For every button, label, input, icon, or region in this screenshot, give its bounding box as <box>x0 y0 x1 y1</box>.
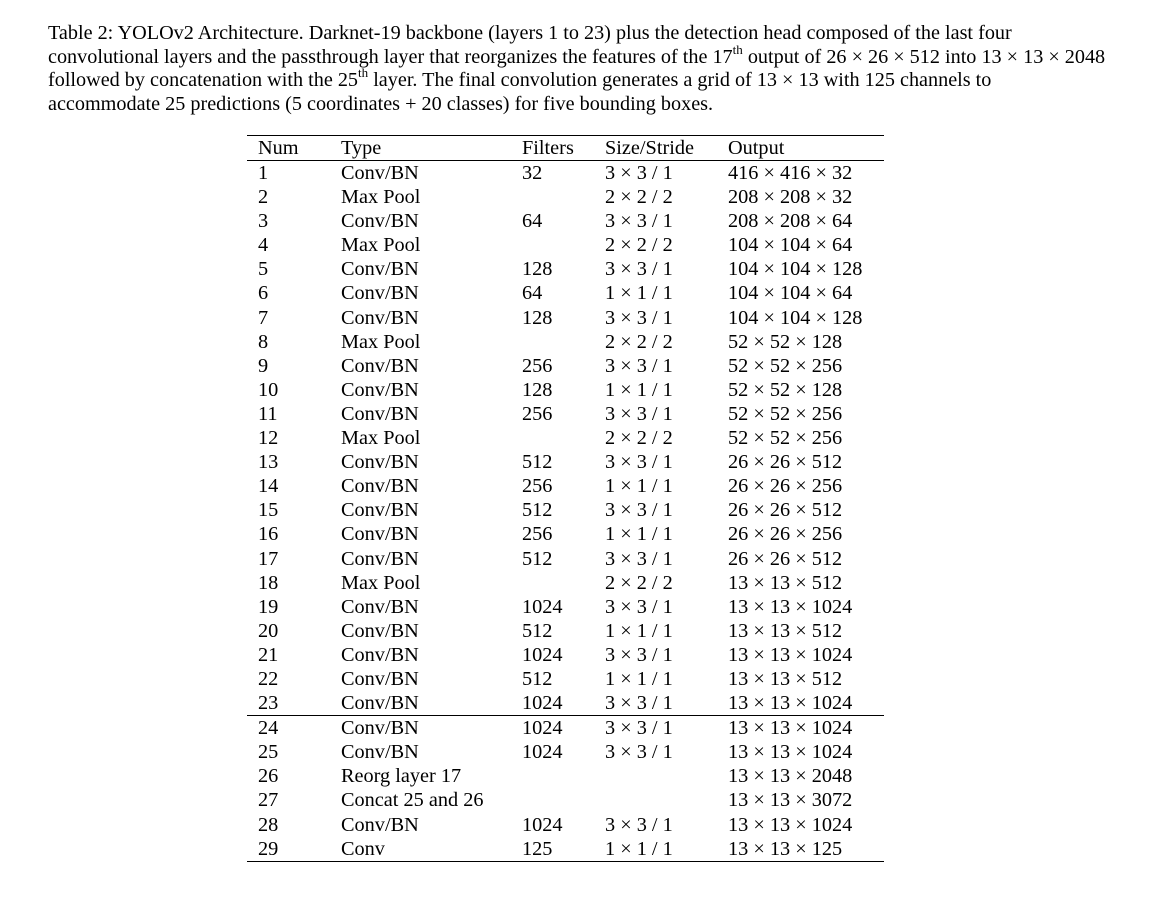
cell-type: Max Pool <box>341 234 421 257</box>
table-row <box>247 716 884 741</box>
cell-filters: 1024 <box>522 692 563 715</box>
cell-type: Reorg layer 17 <box>341 765 462 788</box>
cell-num: 22 <box>258 667 279 690</box>
cell-type: Max Pool <box>341 330 421 353</box>
cell-output: 52 × 52 × 128 <box>728 330 843 353</box>
table-row <box>247 209 884 233</box>
cell-num: 11 <box>258 402 278 425</box>
cell-size-stride <box>594 788 717 812</box>
table-row <box>247 426 884 450</box>
cell-num: 24 <box>247 716 330 741</box>
cell-filters: 128 <box>522 306 553 329</box>
table-caption <box>48 22 1108 116</box>
cell-size-stride: 2 × 2 / 2 <box>605 186 673 209</box>
cell-filters: 512 <box>522 451 553 474</box>
cell-output: 13 × 13 × 1024 <box>728 692 853 715</box>
cell-output: 13 × 13 × 1024 <box>728 595 853 618</box>
table-row <box>247 354 884 378</box>
table-row <box>247 667 884 691</box>
cell-type: Conv/BN <box>330 716 511 741</box>
cell-num: 2 <box>258 186 269 209</box>
cell-size-stride: 1 × 1 / 1 <box>605 667 673 690</box>
table-row <box>247 474 884 498</box>
cell-size-stride: 1 × 1 / 1 <box>605 282 673 305</box>
cell-type: Conv/BN <box>341 692 419 715</box>
table-row <box>247 813 884 837</box>
table-row <box>247 691 884 716</box>
caption-text-2: output of 26 × 26 × 512 into 13 × 13 × 2048 followed by concatenation with the 25 <box>48 45 1106 91</box>
cell-output: 13 × 13 × 125 <box>717 837 884 862</box>
cell-output: 52 × 52 × 256 <box>728 427 843 450</box>
table-row <box>247 257 884 281</box>
cell-type: Conv/BN <box>341 475 419 498</box>
cell-output: 13 × 13 × 512 <box>728 571 843 594</box>
cell-type: Conv/BN <box>341 354 419 377</box>
cell-size-stride: 3 × 3 / 1 <box>605 354 673 377</box>
cell-size-stride: 3 × 3 / 1 <box>594 716 717 741</box>
table-row <box>247 571 884 595</box>
cell-output: 104 × 104 × 64 <box>728 234 853 257</box>
cell-output: 26 × 26 × 512 <box>728 547 843 570</box>
cell-num: 21 <box>258 643 279 666</box>
cell-output: 416 × 416 × 32 <box>728 162 853 184</box>
cell-output: 13 × 13 × 512 <box>728 667 843 690</box>
cell-type: Conv/BN <box>341 643 419 666</box>
cell-size-stride: 3 × 3 / 1 <box>605 499 673 522</box>
cell-num: 8 <box>258 330 269 353</box>
cell-num: 25 <box>258 741 279 764</box>
cell-num: 29 <box>247 837 330 862</box>
cell-filters: 64 <box>522 282 543 305</box>
cell-num: 18 <box>258 571 279 594</box>
cell-output: 13 × 13 × 512 <box>728 619 843 642</box>
cell-size-stride: 3 × 3 / 1 <box>605 595 673 618</box>
cell-size-stride: 2 × 2 / 2 <box>605 234 673 257</box>
cell-filters <box>511 764 594 788</box>
table-row <box>247 233 884 257</box>
cell-size-stride: 3 × 3 / 1 <box>605 813 673 836</box>
cell-num: 7 <box>258 306 269 329</box>
cell-size-stride: 3 × 3 / 1 <box>605 741 673 764</box>
cell-num: 23 <box>258 692 279 715</box>
table-row <box>247 281 884 305</box>
cell-filters: 512 <box>522 499 553 522</box>
cell-filters: 32 <box>522 162 543 184</box>
cell-filters: 125 <box>511 837 594 862</box>
cell-type: Conv/BN <box>341 258 419 281</box>
cell-type: Conv/BN <box>341 741 419 764</box>
cell-filters <box>511 185 594 209</box>
cell-size-stride: 3 × 3 / 1 <box>605 162 673 184</box>
cell-filters <box>511 788 594 812</box>
cell-size-stride: 3 × 3 / 1 <box>605 643 673 666</box>
cell-size-stride: 1 × 1 / 1 <box>605 378 673 401</box>
cell-num: 10 <box>258 378 279 401</box>
cell-num: 13 <box>258 451 279 474</box>
header-type: Type <box>330 136 511 161</box>
cell-output: 13 × 13 × 1024 <box>717 716 884 741</box>
cell-output: 52 × 52 × 256 <box>728 402 843 425</box>
cell-num: 4 <box>258 234 269 257</box>
cell-output: 13 × 13 × 1024 <box>728 741 853 764</box>
cell-num: 9 <box>258 354 269 377</box>
cell-type: Conv/BN <box>341 306 419 329</box>
caption-superscript-1: th <box>732 41 743 57</box>
table-row <box>247 185 884 209</box>
cell-size-stride: 2 × 2 / 2 <box>605 427 673 450</box>
cell-type: Conv/BN <box>341 499 419 522</box>
cell-type: Conv/BN <box>341 547 419 570</box>
cell-output: 52 × 52 × 256 <box>728 354 843 377</box>
header-output: Output <box>717 136 884 161</box>
cell-size-stride: 3 × 3 / 1 <box>605 210 673 233</box>
table-row <box>247 450 884 474</box>
cell-type: Conv/BN <box>341 451 419 474</box>
cell-output: 26 × 26 × 512 <box>728 499 843 522</box>
cell-filters: 128 <box>522 258 553 281</box>
cell-filters <box>511 330 594 354</box>
cell-type: Conv/BN <box>341 282 419 305</box>
header-num: Num <box>247 136 330 161</box>
header-filters: Filters <box>511 136 594 161</box>
table-row <box>247 837 884 862</box>
table-row <box>247 740 884 764</box>
cell-type: Conv/BN <box>341 813 419 836</box>
cell-filters <box>511 233 594 257</box>
cell-output: 26 × 26 × 256 <box>728 523 843 546</box>
table-row <box>247 788 884 812</box>
table-row <box>247 547 884 571</box>
cell-num: 12 <box>258 427 279 450</box>
table-row <box>247 306 884 330</box>
cell-num: 6 <box>258 282 269 305</box>
table-row <box>247 764 884 788</box>
cell-type: Concat 25 and 26 <box>341 789 484 812</box>
cell-size-stride: 2 × 2 / 2 <box>605 330 673 353</box>
cell-filters: 1024 <box>522 595 563 618</box>
cell-num: 26 <box>258 765 279 788</box>
cell-type: Conv/BN <box>341 162 419 184</box>
cell-filters: 1024 <box>522 813 563 836</box>
cell-filters: 512 <box>522 619 553 642</box>
cell-size-stride <box>594 764 717 788</box>
cell-filters: 1024 <box>522 741 563 764</box>
cell-num: 3 <box>258 210 269 233</box>
cell-num: 20 <box>258 619 279 642</box>
table-header-row <box>247 136 884 161</box>
cell-size-stride: 1 × 1 / 1 <box>605 619 673 642</box>
cell-type: Conv/BN <box>341 402 419 425</box>
table-row <box>247 161 884 186</box>
cell-output: 104 × 104 × 64 <box>728 282 853 305</box>
caption-superscript-2: th <box>358 65 369 81</box>
cell-size-stride: 3 × 3 / 1 <box>605 402 673 425</box>
table-row <box>247 619 884 643</box>
cell-type: Max Pool <box>341 571 421 594</box>
cell-size-stride: 3 × 3 / 1 <box>605 258 673 281</box>
cell-type: Max Pool <box>341 186 421 209</box>
cell-filters: 256 <box>522 354 553 377</box>
cell-output: 208 × 208 × 32 <box>728 186 853 209</box>
cell-filters: 1024 <box>511 716 594 741</box>
table-row <box>247 378 884 402</box>
cell-num: 14 <box>258 475 279 498</box>
cell-size-stride: 2 × 2 / 2 <box>605 571 673 594</box>
cell-output: 104 × 104 × 128 <box>728 258 863 281</box>
cell-size-stride: 3 × 3 / 1 <box>605 451 673 474</box>
cell-size-stride: 3 × 3 / 1 <box>605 692 673 715</box>
cell-output: 26 × 26 × 512 <box>728 451 843 474</box>
cell-size-stride: 3 × 3 / 1 <box>605 306 673 329</box>
caption-text-3: layer. The final convolution generates a grid of 13 × 13 with 125 channels to accommodate 25 predictions (5 coordinates + 20 classes) for five bounding boxes. <box>48 69 992 115</box>
architecture-table <box>247 135 884 862</box>
table-row <box>247 643 884 667</box>
cell-num: 1 <box>258 162 269 184</box>
cell-size-stride: 1 × 1 / 1 <box>605 523 673 546</box>
cell-output: 26 × 26 × 256 <box>728 475 843 498</box>
cell-output: 52 × 52 × 128 <box>728 378 843 401</box>
cell-filters: 256 <box>522 523 553 546</box>
cell-num: 16 <box>258 523 279 546</box>
cell-output: 13 × 13 × 3072 <box>728 789 853 812</box>
cell-size-stride: 1 × 1 / 1 <box>594 837 717 862</box>
cell-filters: 256 <box>522 402 553 425</box>
table-row <box>247 330 884 354</box>
cell-type: Conv/BN <box>341 210 419 233</box>
cell-type: Conv/BN <box>341 523 419 546</box>
cell-output: 13 × 13 × 1024 <box>728 813 853 836</box>
cell-num: 19 <box>258 595 279 618</box>
cell-filters <box>511 426 594 450</box>
cell-size-stride: 1 × 1 / 1 <box>605 475 673 498</box>
cell-filters: 512 <box>522 667 553 690</box>
cell-type: Conv/BN <box>341 619 419 642</box>
cell-type: Conv/BN <box>341 595 419 618</box>
cell-filters: 128 <box>522 378 553 401</box>
table-row <box>247 522 884 546</box>
cell-type: Conv <box>330 837 511 862</box>
table-row <box>247 595 884 619</box>
cell-output: 13 × 13 × 1024 <box>728 643 853 666</box>
cell-filters <box>511 571 594 595</box>
cell-num: 28 <box>258 813 279 836</box>
cell-filters: 1024 <box>522 643 563 666</box>
cell-filters: 64 <box>522 210 543 233</box>
cell-output: 13 × 13 × 2048 <box>728 765 853 788</box>
cell-num: 17 <box>258 547 279 570</box>
cell-num: 27 <box>258 789 279 812</box>
header-size-stride: Size/Stride <box>594 136 717 161</box>
cell-filters: 512 <box>522 547 553 570</box>
cell-num: 5 <box>258 258 269 281</box>
table-row <box>247 402 884 426</box>
table-row <box>247 498 884 522</box>
cell-type: Conv/BN <box>341 378 419 401</box>
cell-type: Max Pool <box>341 427 421 450</box>
cell-output: 104 × 104 × 128 <box>728 306 863 329</box>
cell-filters: 256 <box>522 475 553 498</box>
cell-output: 208 × 208 × 64 <box>728 210 853 233</box>
cell-num: 15 <box>258 499 279 522</box>
caption-text-1: Table 2: YOLOv2 Architecture. Darknet-19 backbone (layers 1 to 23) plus the detection head composed of the last four convolutional layers and the passthrough layer that reorganizes the features of the 17 <box>48 22 1012 68</box>
table-body <box>247 161 884 862</box>
cell-type: Conv/BN <box>341 667 419 690</box>
cell-size-stride: 3 × 3 / 1 <box>605 547 673 570</box>
